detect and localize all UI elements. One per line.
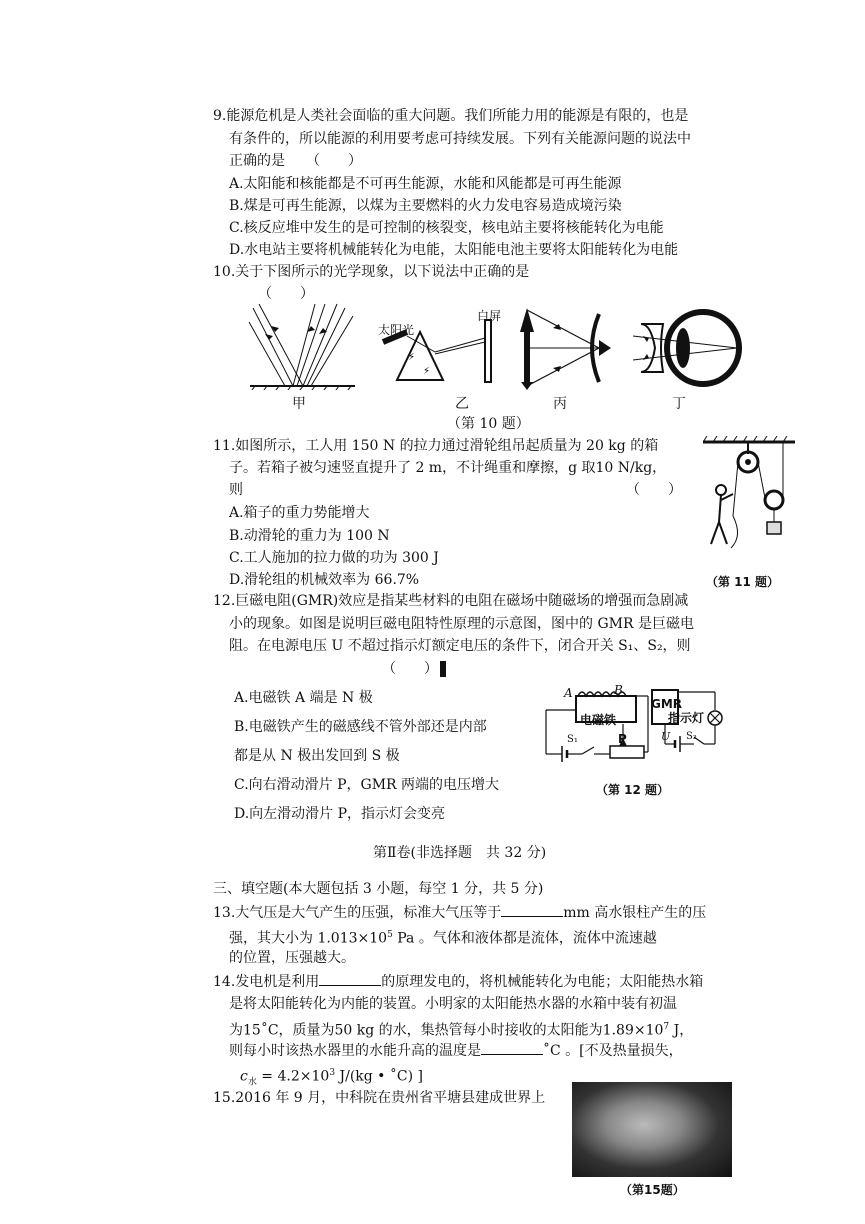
q14-line4: 则每小时该热水器里的水能升高的温度是 ˚C 。[不及热量损失， xyxy=(229,1040,683,1061)
q14-line5: $c_水 = 4.2\times 10^3$ J/(kg • ˚C) ] xyxy=(240,1068,423,1088)
label-s1: S₁ xyxy=(567,734,578,745)
subfig-label-c: 丙 xyxy=(553,396,567,412)
q12-caption: （第 12 题） xyxy=(596,783,670,797)
label-magnet-a: A xyxy=(564,686,573,700)
label-electromagnet: 电磁铁 xyxy=(580,713,617,727)
q12-option-a: A.电磁铁 A 端是 N 极 xyxy=(234,690,373,706)
label-magnet-b: B xyxy=(614,683,623,697)
q9-option-b: B.煤是可再生能源，以煤为主要燃料的火力发电容易造成境污染 xyxy=(229,198,622,214)
figure-concave-mirror xyxy=(515,302,625,392)
q11-option-a: A.箱子的重力势能增大 xyxy=(229,505,370,521)
q9-line3: 正确的是 （ ） xyxy=(229,153,362,169)
q11-option-c: C.工人施加的拉力做的功为 300 J xyxy=(229,550,439,566)
q15-line1: 15.2016 年 9 月，中科院在贵州省平塘县建成世界上 xyxy=(213,1090,546,1106)
q11-option-b: B.动滑轮的重力为 100 N xyxy=(229,528,390,544)
q11-line1: 11.如图所示，工人用 150 N 的拉力通过滑轮组吊起质量为 20 kg 的箱 xyxy=(213,438,659,454)
figure-pulley xyxy=(703,436,798,566)
q9-option-c: C.核反应堆中发生的是可控制的核裂变，核电站主要将核能转化为电能 xyxy=(229,220,664,236)
label-indicator-lamp: 指示灯 xyxy=(668,711,705,725)
q12-line1: 12.巨磁电阻(GMR)效应是指某些材料的电阻在磁场中随磁场的增强而急剧减 xyxy=(213,593,689,609)
section3-title: 三、填空题(本大题包括 3 小题，每空 1 分，共 5 分) xyxy=(213,881,544,897)
q12-option-b-line1: B.电磁铁产生的磁感线不管外部还是内部 xyxy=(234,719,487,735)
part2-title: 第Ⅱ卷(非选择题 共 32 分) xyxy=(373,845,547,861)
label-sunlight: 太阳光 xyxy=(378,323,415,337)
q13-line2: 强，其大小为 $1.013\times 10^5$ Pa 。气体和液体都是流体，流体中流速越 xyxy=(229,930,657,947)
q9-line1: 9.能源危机是人类社会面临的重大问题。我们所能力用的能源是有限的，也是 xyxy=(213,108,689,124)
figure-reflection xyxy=(245,302,360,390)
q12-option-c: C.向右滑动滑片 P，GMR 两端的电压增大 xyxy=(234,777,500,793)
subfig-label-a: 甲 xyxy=(292,396,306,412)
telescope-photo xyxy=(572,1082,732,1177)
subfig-label-b: 乙 xyxy=(455,396,469,412)
q11-option-d: D.滑轮组的机械效率为 66.7% xyxy=(229,572,420,588)
q14-line1: 14.发电机是利用 的原理发电的，将机械能转化为电能；太阳能热水箱 xyxy=(213,971,703,992)
q14-blank-1[interactable] xyxy=(319,971,381,986)
q15-caption: （第15题） xyxy=(620,1183,685,1197)
q12-option-d: D.向左滑动滑片 P，指示灯会变亮 xyxy=(234,806,446,822)
q9-option-a: A.太阳能和核能都是不可再生能源，水能和风能都是可再生能源 xyxy=(229,176,622,192)
q10-line1: 10.关于下图所示的光学现象，以下说法中正确的是 xyxy=(213,264,530,280)
q12-line3: 阻。在电源电压 U 不超过指示灯额定电压的条件下，闭合开关 S₁、S₂，则 xyxy=(229,638,691,654)
label-gmr: GMR xyxy=(651,697,683,711)
q14-line2: 是将太阳能转化为内能的装置。小明家的太阳能热水器的水箱中装有初温 xyxy=(229,996,677,1012)
svg-text:⚡: ⚡ xyxy=(408,352,416,363)
q9-option-d: D.水电站主要将机械能转化为电能，太阳能电池主要将太阳能转化为电能 xyxy=(229,242,679,258)
label-white-screen: 白屏 xyxy=(477,309,502,323)
label-voltage-u: U xyxy=(661,730,671,743)
label-slider-p: P xyxy=(618,732,627,746)
q11-line2: 子。若箱子被匀速竖直提升了 2 m，不计绳重和摩擦，g 取10 N/kg， xyxy=(229,460,667,476)
q11-caption: （第 11 题） xyxy=(706,575,780,589)
q13-blank-1[interactable] xyxy=(501,902,563,917)
q13-line3: 的位置，压强越大。 xyxy=(229,950,355,966)
q9-line2: 有条件的，所以能源的利用要考虑可持续发展。下列有关能源问题的说法中 xyxy=(229,131,691,147)
q12-line2: 小的现象。如图是说明巨磁电阻特性原理的示意图，图中的 GMR 是巨磁电 xyxy=(229,616,694,632)
q10-line2: （ ） xyxy=(258,286,314,302)
q14-blank-2[interactable] xyxy=(481,1040,543,1055)
q14-line3: 为15˚C，质量为50 kg 的水，集热管每小时接收的太阳能为$1.89\times 10^7$ J， xyxy=(229,1022,694,1039)
label-s2: S₂ xyxy=(686,731,697,742)
q12-option-b-line2: 都是从 N 极出发回到 S 极 xyxy=(234,748,400,764)
svg-text:⚡: ⚡ xyxy=(423,366,431,377)
figure-eye xyxy=(633,302,748,392)
q13-line1: 13.大气压是大气产生的压强，标准大气压等于 mm 高水银柱产生的压 xyxy=(213,902,706,923)
q11-answer-paren: （ ） xyxy=(626,482,682,498)
q10-caption: （第 10 题） xyxy=(447,416,530,432)
q12-answer-paren: （ ） xyxy=(382,659,446,679)
subfig-label-d: 丁 xyxy=(672,396,686,412)
q11-line3: 则 xyxy=(229,482,243,498)
